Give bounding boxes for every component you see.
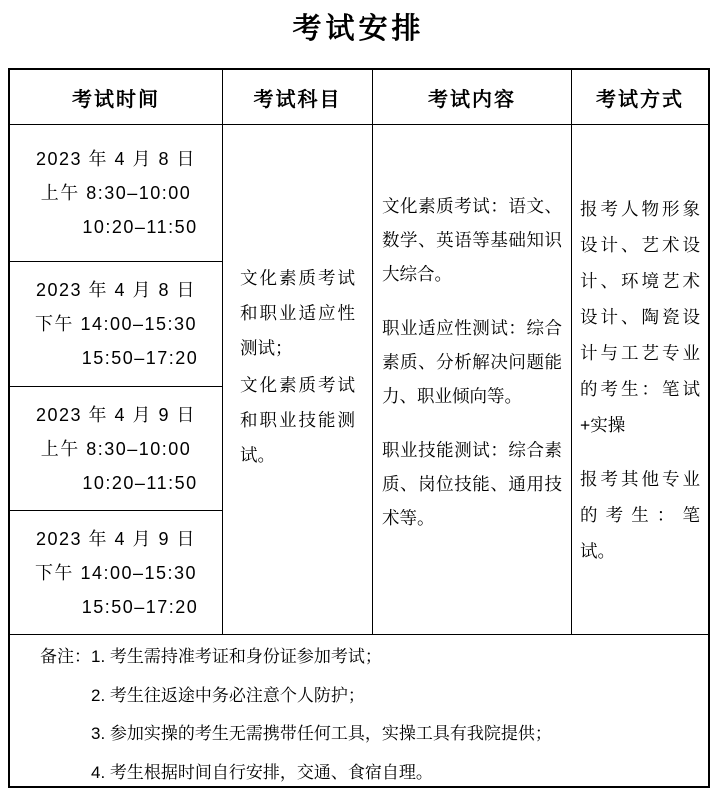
subjects-paragraph: 文化素质考试和职业技能测试。 (240, 375, 355, 465)
time-slot-session: 上午 8:30–10:00 (40, 438, 192, 459)
header-exam-content: 考试内容 (373, 70, 572, 125)
notes-cell (10, 635, 708, 786)
note-item: 1. 考生需持准考证和身份证参加考试； (91, 647, 382, 666)
header-exam-subject: 考试科目 (223, 70, 373, 125)
time-slot-date: 2023 年 4 月 8 日 (35, 280, 197, 300)
notes-list (91, 638, 552, 792)
subjects-cell (223, 125, 373, 635)
note-item: 2. 考生往返途中务必注意个人防护； (91, 685, 365, 705)
note-item: 3. 参加实操的考生无需携带任何工具，实操工具有我院提供； (91, 724, 552, 743)
subjects-paragraph: 文化素质考试和职业适应性测试； (240, 268, 355, 358)
time-slot-date: 2023 年 4 月 8 日 (35, 149, 197, 169)
content-paragraph: 文化素质考试：语文、数学、英语等基础知识大综合。 (382, 196, 562, 284)
method-cell (572, 125, 708, 635)
time-slot-cell-4 (10, 511, 223, 635)
header-exam-method: 考试方式 (572, 70, 708, 125)
page-title: 考试安排 (292, 13, 425, 45)
time-slot-session: 上午 8:30–10:00 (40, 183, 192, 203)
time-slot-session2: 10:20–11:50 (82, 217, 198, 237)
time-slot-date: 2023 年 4 月 9 日 (35, 528, 197, 549)
time-slot-session: 下午 14:00–15:30 (34, 562, 198, 583)
content-paragraph: 职业适应性测试：综合素质、分析解决问题能力、职业倾向等。 (382, 318, 562, 406)
content-paragraph: 职业技能测试：综合素质、岗位技能、通用技术等。 (382, 440, 562, 528)
header-exam-time: 考试时间 (10, 70, 223, 125)
notes-label: 备注： (40, 647, 91, 666)
time-slot-cell-1 (10, 125, 223, 262)
method-paragraph: 报考其他专业的考生：笔试。 (580, 468, 700, 561)
time-slot-session2: 10:20–11:50 (82, 472, 198, 493)
method-paragraph: 报考人物形象设计、艺术设计、环境艺术设计、陶瓷设计与工艺专业的考生：笔试+实操 (580, 198, 700, 435)
time-slot-cell-3 (10, 387, 223, 511)
exam-schedule-table (8, 68, 710, 788)
time-slot-session: 下午 14:00–15:30 (34, 314, 198, 334)
time-slot-session2: 15:50–17:20 (81, 348, 199, 368)
note-item: 4. 考生根据时间自行安排，交通、食宿自理。 (91, 762, 433, 782)
time-slot-cell-2 (10, 262, 223, 387)
time-slot-session2: 15:50–17:20 (81, 596, 199, 617)
time-slot-date: 2023 年 4 月 9 日 (35, 404, 197, 425)
content-cell (373, 125, 572, 635)
